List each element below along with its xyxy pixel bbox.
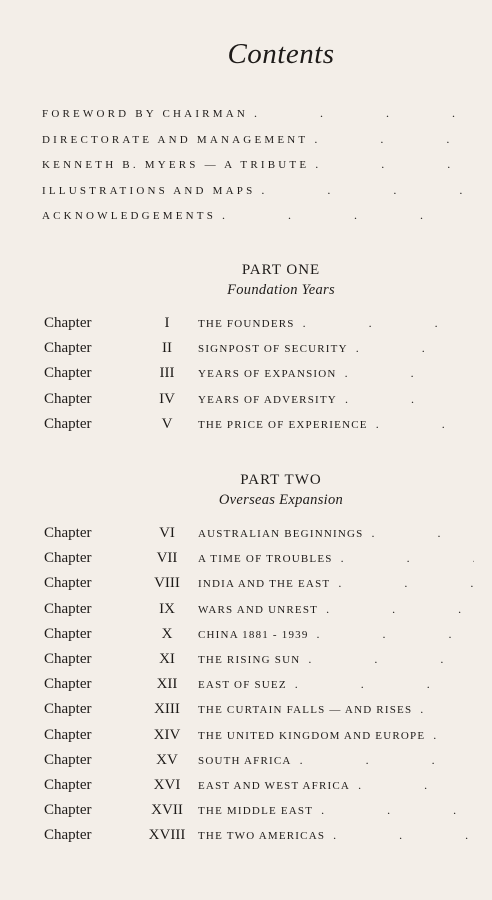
page-title: Contents [227, 38, 335, 70]
chapter-number: VIII [154, 575, 180, 592]
chapter-number: V [161, 415, 173, 432]
chapter-title: A TIME OF TROUBLES [198, 553, 333, 566]
part-one-chapter-list [44, 314, 474, 440]
chapter-word: Chapter [44, 525, 92, 541]
dot-leader [308, 650, 474, 668]
chapter-title: EAST AND WEST AFRICA [198, 779, 351, 792]
dot-leader [314, 132, 472, 147]
chapter-title: AUSTRALIAN BEGINNINGS [198, 528, 364, 540]
chapter-number: XVI [153, 776, 181, 793]
front-matter-item [42, 132, 472, 158]
chapter-row [44, 625, 474, 650]
chapter-word: Chapter [44, 802, 92, 819]
chapter-word: Chapter [44, 340, 92, 357]
dot-leader [321, 801, 474, 819]
chapter-row [44, 776, 474, 801]
dot-leader [315, 157, 472, 172]
dot-leader [420, 700, 474, 718]
part-title: PART ONE [241, 262, 321, 278]
chapter-number: XV [156, 751, 178, 768]
chapter-title: WARS AND UNREST [198, 603, 319, 616]
chapter-row [44, 700, 474, 725]
chapter-row [44, 524, 474, 549]
chapter-title: CHINA 1881 - 1939 [198, 628, 309, 641]
chapter-number: XI [159, 650, 175, 667]
chapter-number: XII [156, 676, 178, 693]
dot-leader [376, 415, 474, 433]
chapter-number: XVII [151, 802, 183, 819]
chapter-number: VI [159, 525, 175, 541]
chapter-title: SOUTH AFRICA [198, 754, 292, 767]
chapter-row [44, 751, 474, 776]
chapter-title: EAST OF SUEZ [198, 679, 287, 692]
dot-leader [345, 390, 474, 408]
chapter-number: VII [156, 550, 178, 567]
dot-leader [333, 826, 474, 844]
chapter-title: THE FOUNDERS [198, 318, 295, 330]
chapter-title: THE MIDDLE EAST [198, 805, 314, 818]
chapter-row [44, 600, 474, 625]
chapter-word: Chapter [44, 625, 92, 642]
front-matter-item [42, 157, 472, 183]
chapter-number: IV [159, 390, 175, 407]
part-two-heading [70, 472, 492, 509]
dot-leader [300, 751, 474, 769]
front-matter-label: FOREWORD BY CHAIRMAN [42, 108, 248, 120]
front-matter-label: KENNETH B. MYERS — A TRIBUTE [42, 159, 310, 171]
part-one-heading [70, 262, 492, 299]
chapter-title: THE CURTAIN FALLS — AND RISES [198, 704, 413, 717]
dot-leader [345, 364, 474, 382]
chapter-title: YEARS OF ADVERSITY [198, 393, 337, 406]
chapter-number: III [159, 365, 175, 382]
chapter-number: II [162, 340, 172, 357]
chapter-word: Chapter [44, 315, 92, 331]
front-matter-list [42, 106, 472, 234]
chapter-row [44, 826, 474, 851]
chapter-row [44, 574, 474, 599]
dot-leader [356, 339, 474, 357]
part-two-chapter-list [44, 524, 474, 851]
part-subtitle: Overseas Expansion [218, 492, 344, 508]
chapter-number: XIV [153, 726, 181, 743]
dot-leader [358, 776, 474, 794]
part-subtitle: Foundation Years [227, 282, 335, 298]
front-matter-label: ILLUSTRATIONS AND MAPS [42, 184, 256, 197]
chapter-row [44, 549, 474, 574]
chapter-row [44, 415, 474, 440]
dot-leader [295, 675, 474, 693]
chapter-word: Chapter [44, 575, 92, 592]
dot-leader [261, 183, 472, 198]
chapter-title: THE PRICE OF EXPERIENCE [198, 418, 368, 431]
chapter-word: Chapter [44, 650, 92, 667]
chapter-title: INDIA AND THE EAST [198, 578, 331, 591]
chapter-number: XVIII [148, 827, 186, 844]
front-matter-label: ACKNOWLEDGEMENTS [42, 210, 217, 222]
chapter-word: Chapter [44, 365, 92, 382]
chapter-word: Chapter [44, 390, 92, 407]
chapter-row [44, 726, 474, 751]
chapter-row [44, 364, 474, 389]
chapter-row [44, 390, 474, 415]
part-title: PART TWO [240, 472, 322, 488]
dot-leader [222, 208, 472, 223]
chapter-word: Chapter [44, 676, 92, 693]
front-matter-item [42, 106, 472, 132]
chapter-word: Chapter [44, 600, 92, 617]
front-matter-label: DIRECTORATE AND MANAGEMENT [42, 133, 309, 146]
dot-leader [371, 524, 474, 542]
dot-leader [326, 600, 474, 618]
front-matter-item [42, 183, 472, 209]
chapter-title: YEARS OF EXPANSION [198, 368, 337, 381]
chapter-word: Chapter [44, 550, 92, 567]
dot-leader [303, 314, 474, 332]
chapter-title: THE RISING SUN [198, 653, 301, 666]
chapter-word: Chapter [44, 701, 92, 718]
chapter-word: Chapter [44, 827, 92, 844]
chapter-word: Chapter [44, 751, 92, 768]
chapter-row [44, 339, 474, 364]
chapter-number: XIII [154, 701, 180, 718]
dot-leader [341, 549, 474, 567]
chapter-title: THE UNITED KINGDOM AND EUROPE [198, 729, 426, 742]
dot-leader [338, 574, 474, 592]
chapter-row [44, 675, 474, 700]
chapter-word: Chapter [44, 726, 92, 743]
dot-leader [433, 726, 474, 744]
chapter-word: Chapter [44, 776, 92, 793]
front-matter-item [42, 208, 472, 234]
chapter-title: SIGNPOST OF SECURITY [198, 343, 348, 356]
dot-leader [317, 625, 474, 643]
dot-leader [254, 106, 472, 121]
chapter-word: Chapter [44, 415, 92, 432]
chapter-number: I [164, 315, 170, 331]
chapter-title: THE TWO AMERICAS [198, 830, 326, 843]
chapter-row [44, 650, 474, 675]
chapter-number: X [161, 625, 173, 642]
chapter-row [44, 314, 474, 339]
chapter-row [44, 801, 474, 826]
chapter-number: IX [159, 600, 175, 617]
